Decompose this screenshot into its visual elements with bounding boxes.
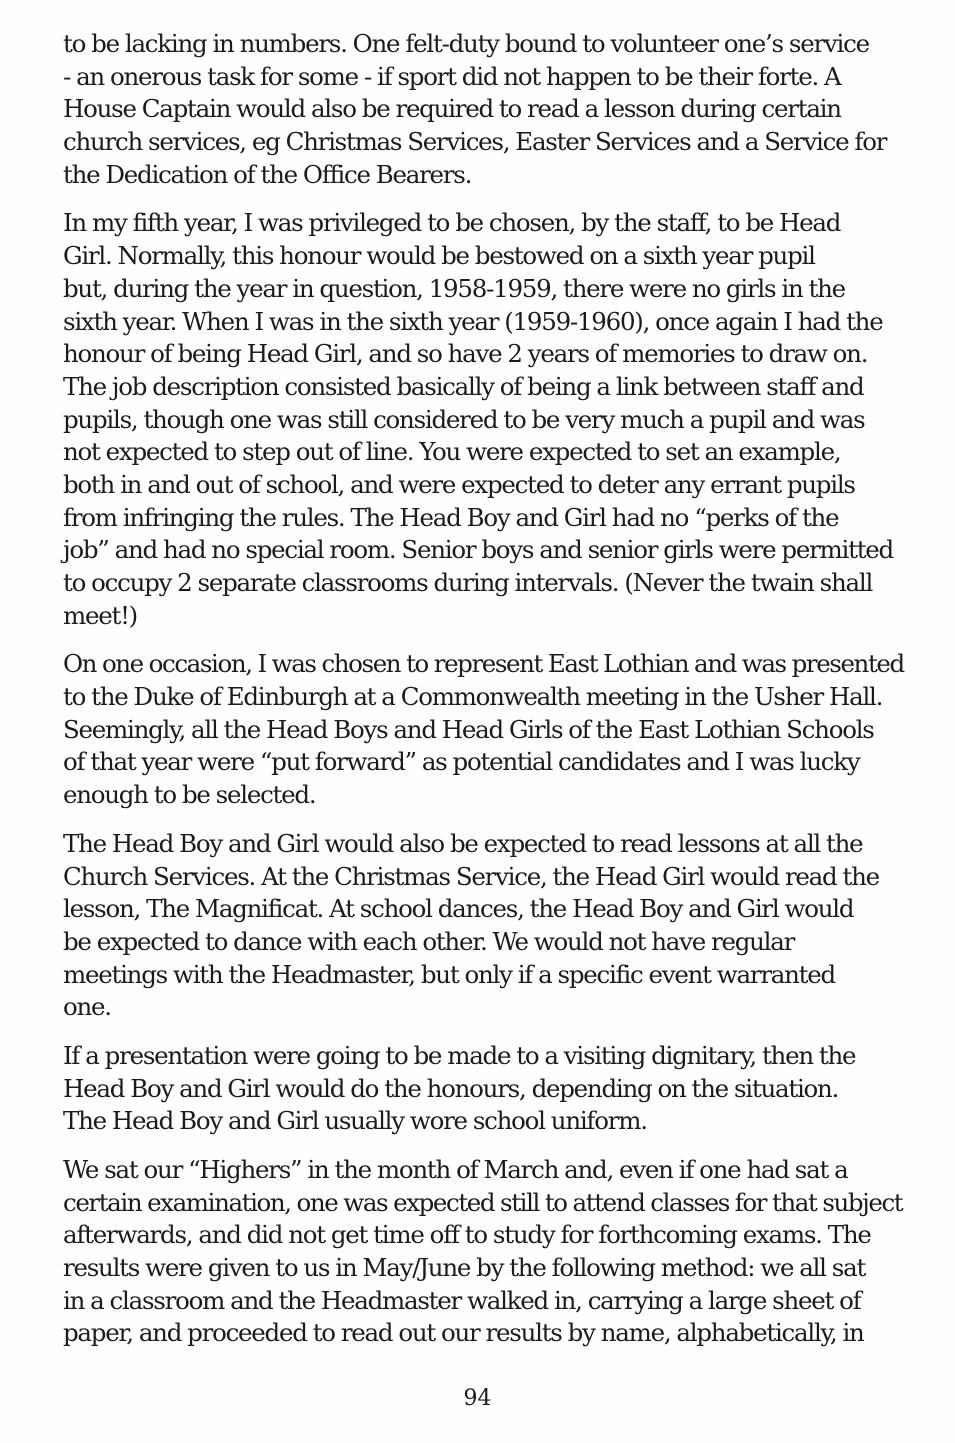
text-line: both in and out of school, and were expected to deter any errant pupils <box>63 469 855 499</box>
text-line: House Captain would also be required to read a lesson during certain <box>63 94 841 124</box>
text-line: from infringing the rules. The Head Boy and Girl had no “perks of the <box>63 502 839 532</box>
text-line: sixth year. When I was in the sixth year (1959-1960), once again I had the <box>63 306 883 336</box>
text-line: meet!) <box>63 600 137 630</box>
paragraph <box>63 648 905 811</box>
text-line: paper, and proceeded to read out our results by name, alphabetically, in <box>63 1318 864 1348</box>
paragraph <box>63 1040 905 1138</box>
text-line: Church Services. At the Christmas Service, the Head Girl would read the <box>63 861 879 891</box>
text-line: job” and had no special room. Senior boys and senior girls were permitted <box>63 535 893 565</box>
text-line: In my fifth year, I was privileged to be chosen, by the staff, to be Head <box>63 208 841 238</box>
text-line: The job description consisted basically of being a link between staff and <box>63 371 864 401</box>
text-line: certain examination, one was expected still to attend classes for that subject <box>63 1187 903 1217</box>
text-line: church services, eg Christmas Services, Easter Services and a Service for <box>63 127 887 157</box>
text-line: The Head Boy and Girl would also be expected to read lessons at all the <box>63 828 863 858</box>
page-number: 94 <box>463 1386 492 1411</box>
text-line: On one occasion, I was chosen to represent East Lothian and was presented <box>63 649 904 679</box>
text-line: one. <box>63 992 111 1022</box>
paragraph <box>63 828 905 1024</box>
text-line: be expected to dance with each other. We would not have regular <box>63 926 795 956</box>
text-line: to occupy 2 separate classrooms during intervals. (Never the twain shall <box>63 568 873 597</box>
text-line: Head Boy and Girl would do the honours, depending on the situation. <box>63 1073 839 1103</box>
text-line: results were given to us in May/June by the following method: we all sat <box>63 1253 866 1283</box>
text-line: We sat our “Highers” in the month of March and, even if one had sat a <box>63 1155 848 1184</box>
paragraph <box>63 28 905 191</box>
paragraph <box>63 1154 905 1350</box>
paragraph <box>63 207 905 632</box>
text-line: meetings with the Headmaster, but only if a specific event warranted <box>63 959 835 989</box>
text-line: in a classroom and the Headmaster walked in, carrying a large sheet of <box>63 1285 861 1315</box>
text-line: Seemingly, all the Head Boys and Head Girls of the East Lothian Schools <box>63 714 874 744</box>
text-line: lesson, The Magnificat. At school dances, the Head Boy and Girl would <box>63 894 854 924</box>
text-line: honour of being Head Girl, and so have 2 years of memories to draw on. <box>63 339 868 369</box>
text-line: of that year were “put forward” as potential candidates and I was lucky <box>63 747 860 777</box>
text-line: to be lacking in numbers. One felt-duty bound to volunteer one’s service <box>63 29 869 58</box>
text-line: - an onerous task for some - if sport did not happen to be their forte. A <box>63 61 841 91</box>
text-line: enough to be selected. <box>63 780 316 810</box>
text-line: If a presentation were going to be made to a visiting dignitary, then the <box>63 1040 856 1070</box>
text-line: Girl. Normally, this honour would be bestowed on a sixth year pupil <box>63 241 815 271</box>
text-line: to the Duke of Edinburgh at a Commonwealth meeting in the Usher Hall. <box>63 682 883 712</box>
text-line: not expected to step out of line. You were expected to set an example, <box>63 437 841 467</box>
text-line: afterwards, and did not get time off to study for forthcoming exams. The <box>63 1220 871 1250</box>
body-text <box>63 28 905 1366</box>
text-line: but, during the year in question, 1958-1959, there were no girls in the <box>63 273 845 303</box>
text-line: the Dedication of the Office Bearers. <box>63 159 472 189</box>
text-line: pupils, though one was still considered to be very much a pupil and was <box>63 404 865 434</box>
text-line: The Head Boy and Girl usually wore school uniform. <box>63 1106 647 1136</box>
